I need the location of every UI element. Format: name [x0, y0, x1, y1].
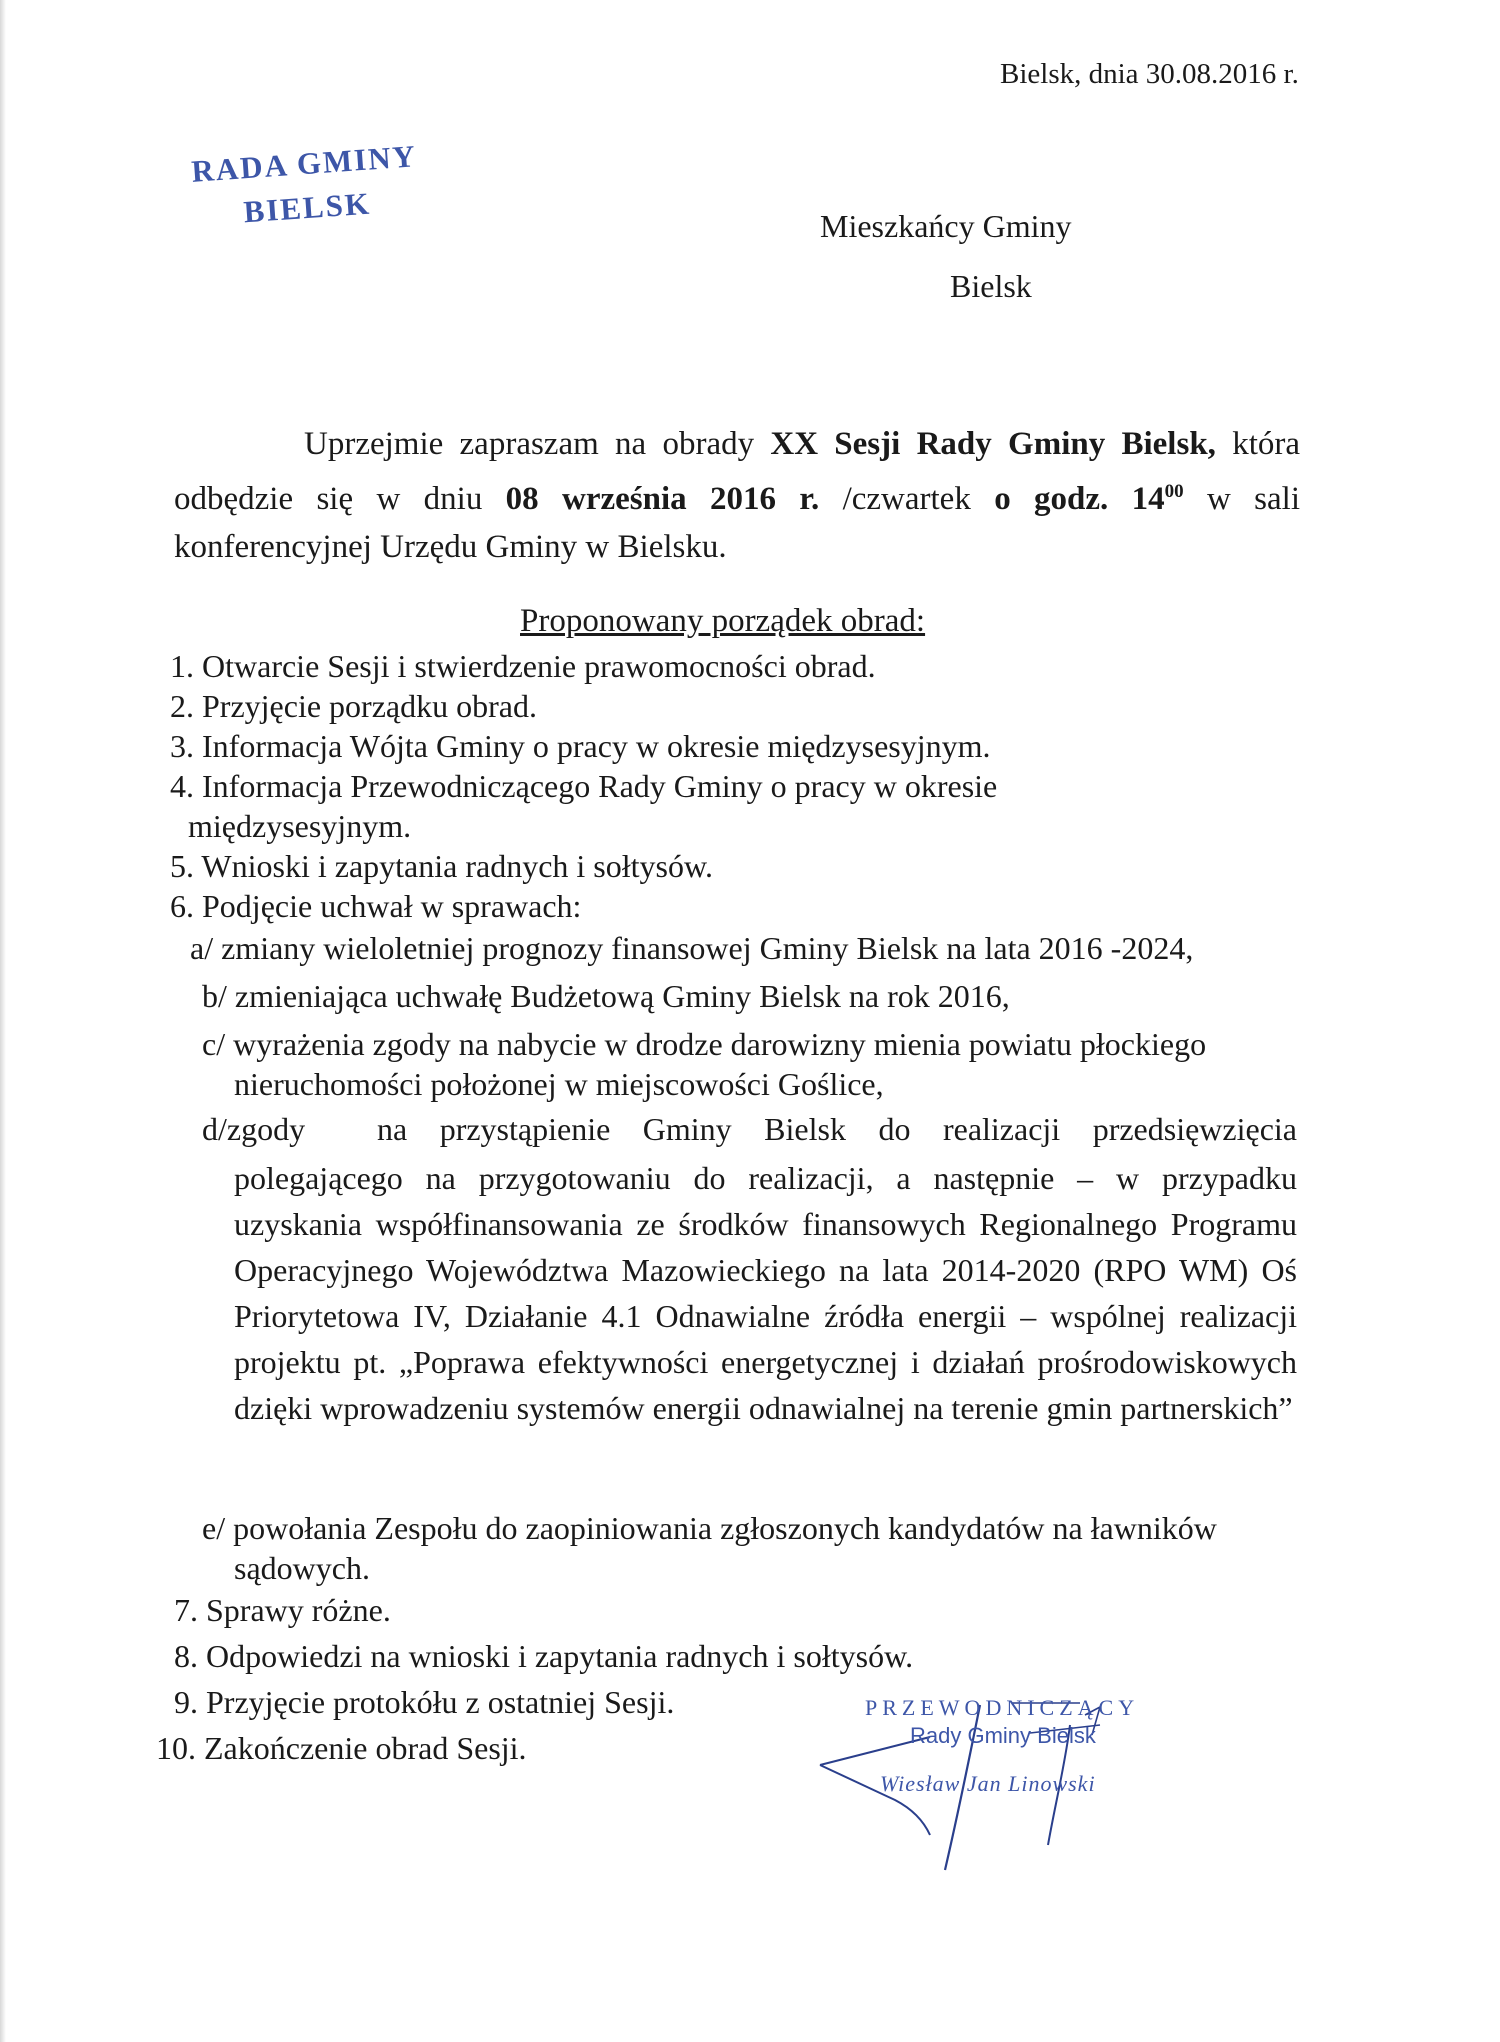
agenda-item-4-cont: międzysesyjnym. — [188, 808, 412, 844]
signature-title: PRZEWODNICZĄCY — [865, 1695, 1140, 1720]
agenda-item-8: 8. Odpowiedzi na wnioski i zapytania radnych i sołtysów. — [174, 1638, 914, 1674]
council-stamp — [190, 134, 421, 238]
agenda-item-6a: a/ zmiany wieloletniej prognozy finansowej Gminy Bielsk na lata 2016 -2024, — [190, 930, 1194, 966]
invitation-paragraph — [174, 420, 1300, 571]
agenda-item-10: 10. Zakończenie obrad Sesji. — [156, 1730, 527, 1766]
agenda-item-4: 4. Informacja Przewodniczącego Rady Gminy o pracy w okresie — [170, 768, 998, 804]
intro-text-4: w sali konferencyjnej Urzędu Gminy w Bielsku. — [174, 481, 1300, 565]
agenda-item-7: 7. Sprawy różne. — [174, 1592, 391, 1628]
signature-body: Rady Gminy Bielsk — [910, 1723, 1096, 1748]
intro-time-minutes: 00 — [1164, 481, 1184, 502]
agenda-item-1: 1. Otwarcie Sesji i stwierdzenie prawomocności obrad. — [170, 648, 876, 684]
agenda-item-6d-first-text: na przystąpienie Gminy Bielsk do realizacji przedsięwzięcia — [377, 1111, 1297, 1147]
signature-name: Wiesław Jan Linowski — [880, 1771, 1096, 1796]
intro-text-3: /czwartek — [819, 481, 995, 517]
agenda-item-6d-label: d/zgody — [202, 1111, 306, 1147]
agenda-item-6b: b/ zmieniająca uchwałę Budżetową Gminy Bielsk na rok 2016, — [202, 978, 1010, 1014]
intro-text-2: która odbędzie się w dniu — [174, 426, 1300, 517]
stamp-line-2: BIELSK — [242, 185, 372, 230]
recipient-line-2: Bielsk — [950, 268, 1032, 304]
agenda-item-6d-first-line — [377, 1109, 1297, 1149]
agenda-item-6c: c/ wyrażenia zgody na nabycie w drodze darowizny mienia powiatu płockiego — [202, 1026, 1207, 1062]
recipient-line-1: Mieszkańcy Gminy — [820, 208, 1072, 244]
intro-session-name: XX Sesji Rady Gminy Bielsk, — [770, 426, 1216, 462]
agenda-heading: Proponowany porządek obrad: — [520, 603, 926, 639]
agenda-item-3: 3. Informacja Wójta Gminy o pracy w okresie międzysesyjnym. — [170, 728, 991, 764]
scan-edge-shadow — [0, 0, 6, 2042]
agenda-item-6e-cont: sądowych. — [234, 1550, 370, 1586]
document-date: Bielsk, dnia 30.08.2016 r. — [1000, 58, 1299, 90]
agenda-item-6: 6. Podjęcie uchwał w sprawach: — [170, 888, 582, 924]
intro-session-time: o godz. 14 — [994, 481, 1165, 517]
stamp-line-1: RADA GMINY — [190, 138, 418, 189]
agenda-item-6c-cont: nieruchomości położonej w miejscowości Goślice, — [234, 1066, 884, 1102]
chairman-signature-stamp — [780, 1695, 1140, 1875]
agenda-item-6e: e/ powołania Zespołu do zaopiniowania zgłoszonych kandydatów na ławników — [202, 1510, 1217, 1546]
agenda-item-2: 2. Przyjęcie porządku obrad. — [170, 688, 537, 724]
agenda-item-5: 5. Wnioski i zapytania radnych i sołtysów. — [170, 848, 714, 884]
agenda-item-9: 9. Przyjęcie protokółu z ostatniej Sesji. — [174, 1684, 675, 1720]
agenda-item-6d-body: polegającego na przygotowaniu do realizacji, a następnie – w przypadku uzyskania współfinansowania ze środków finansowych Regionalnego Programu Operacyjnego Województwa Mazowieckiego na lata 2014-2020 (RPO WM) Oś Priorytetowa IV, Działanie 4.1 Odnawialne źródła energii – wspólnej realizacji projektu pt. „Poprawa efektywności energetycznej i działań prośrodowiskowych dzięki wprowadzeniu systemów energii odnawialnej na terenie gmin partnerskich” — [234, 1160, 1297, 1426]
intro-text-1: Uprzejmie zapraszam na obrady — [304, 426, 771, 462]
intro-session-date: 08 września 2016 r. — [505, 481, 820, 517]
